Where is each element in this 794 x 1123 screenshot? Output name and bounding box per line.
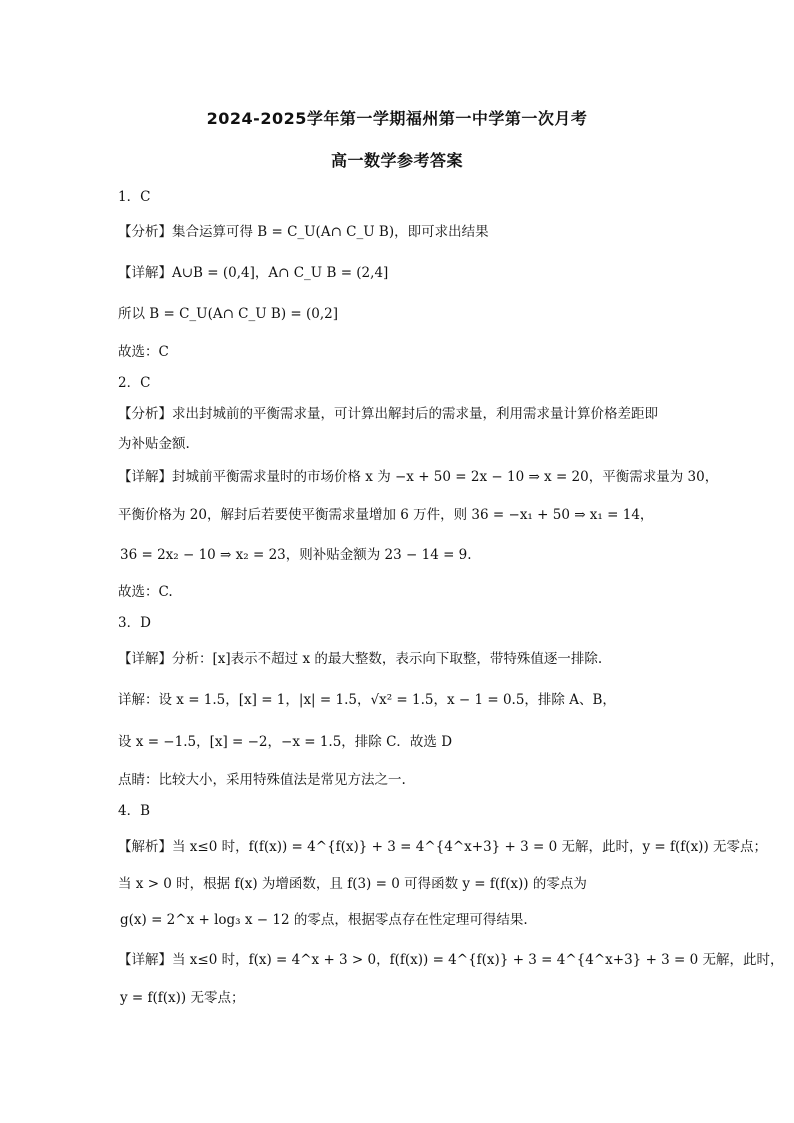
answer-line: 平衡价格为 20，解封后若要使平衡需求量增加 6 万件，则 36 = −x₁ + 50 ⇒ x₁ = 14， [118,507,654,523]
answer-line: y = f(f(x)) 无零点； [120,990,245,1006]
answer-line: 2．C [118,375,151,391]
answer-line: g(x) = 2^x + log₃ x − 12 的零点，根据零点存在性定理可得结果. [120,912,528,928]
answer-line: 故选：C [118,344,169,360]
answer-line: 【分析】求出封城前的平衡需求量，可计算出解封后的需求量，利用需求量计算价格差距即 [118,406,658,422]
answer-line: 为补贴金额. [118,436,190,452]
answer-line: 详解：设 x = 1.5，[x] = 1，|x| = 1.5，√x² = 1.5，x − 1 = 0.5，排除 A、B， [118,692,616,708]
answer-line: 设 x = −1.5，[x] = −2，−x = 1.5，排除 C．故选 D [118,734,453,750]
document-title: 2024-2025学年第一学期福州第一中学第一次月考 [206,109,588,128]
answer-line: 【详解】当 x≤0 时，f(x) = 4^x + 3 > 0，f(f(x)) = 4^{f(x)} + 3 = 4^{4^x+3} + 3 = 0 无解，此时， [118,952,784,968]
answer-line: 故选：C. [118,584,173,600]
answer-line: 【分析】集合运算可得 B = C_U(A∩ C_U B)，即可求出结果 [118,224,489,240]
answer-line: 当 x > 0 时，根据 f(x) 为增函数，且 f(3) = 0 可得函数 y = f(f(x)) 的零点为 [118,876,587,892]
answer-line: 36 = 2x₂ − 10 ⇒ x₂ = 23，则补贴金额为 23 − 14 = 9. [120,547,472,563]
answer-line: 所以 B = C_U(A∩ C_U B) = (0,2] [118,306,339,322]
answer-line: 1．C [118,189,151,205]
answer-line: 【解析】当 x≤0 时，f(f(x)) = 4^{f(x)} + 3 = 4^{4^x+3} + 3 = 0 无解，此时，y = f(f(x)) 无零点； [118,839,768,855]
answer-line: 4．B [118,803,151,819]
answer-line: 点睛：比较大小，采用特殊值法是常见方法之一. [118,772,406,788]
answer-line: 【详解】分析：[x]表示不超过 x 的最大整数，表示向下取整，带特殊值逐一排除. [118,651,603,667]
answer-line: 【详解】A∪B = (0,4]，A∩ C_U B = (2,4] [118,265,389,281]
answer-line: 【详解】封城前平衡需求量时的市场价格 x 为 −x + 50 = 2x − 10 ⇒ x = 20，平衡需求量为 30， [118,469,719,485]
answer-line: 3．D [118,615,151,631]
document-subtitle: 高一数学参考答案 [330,151,463,170]
